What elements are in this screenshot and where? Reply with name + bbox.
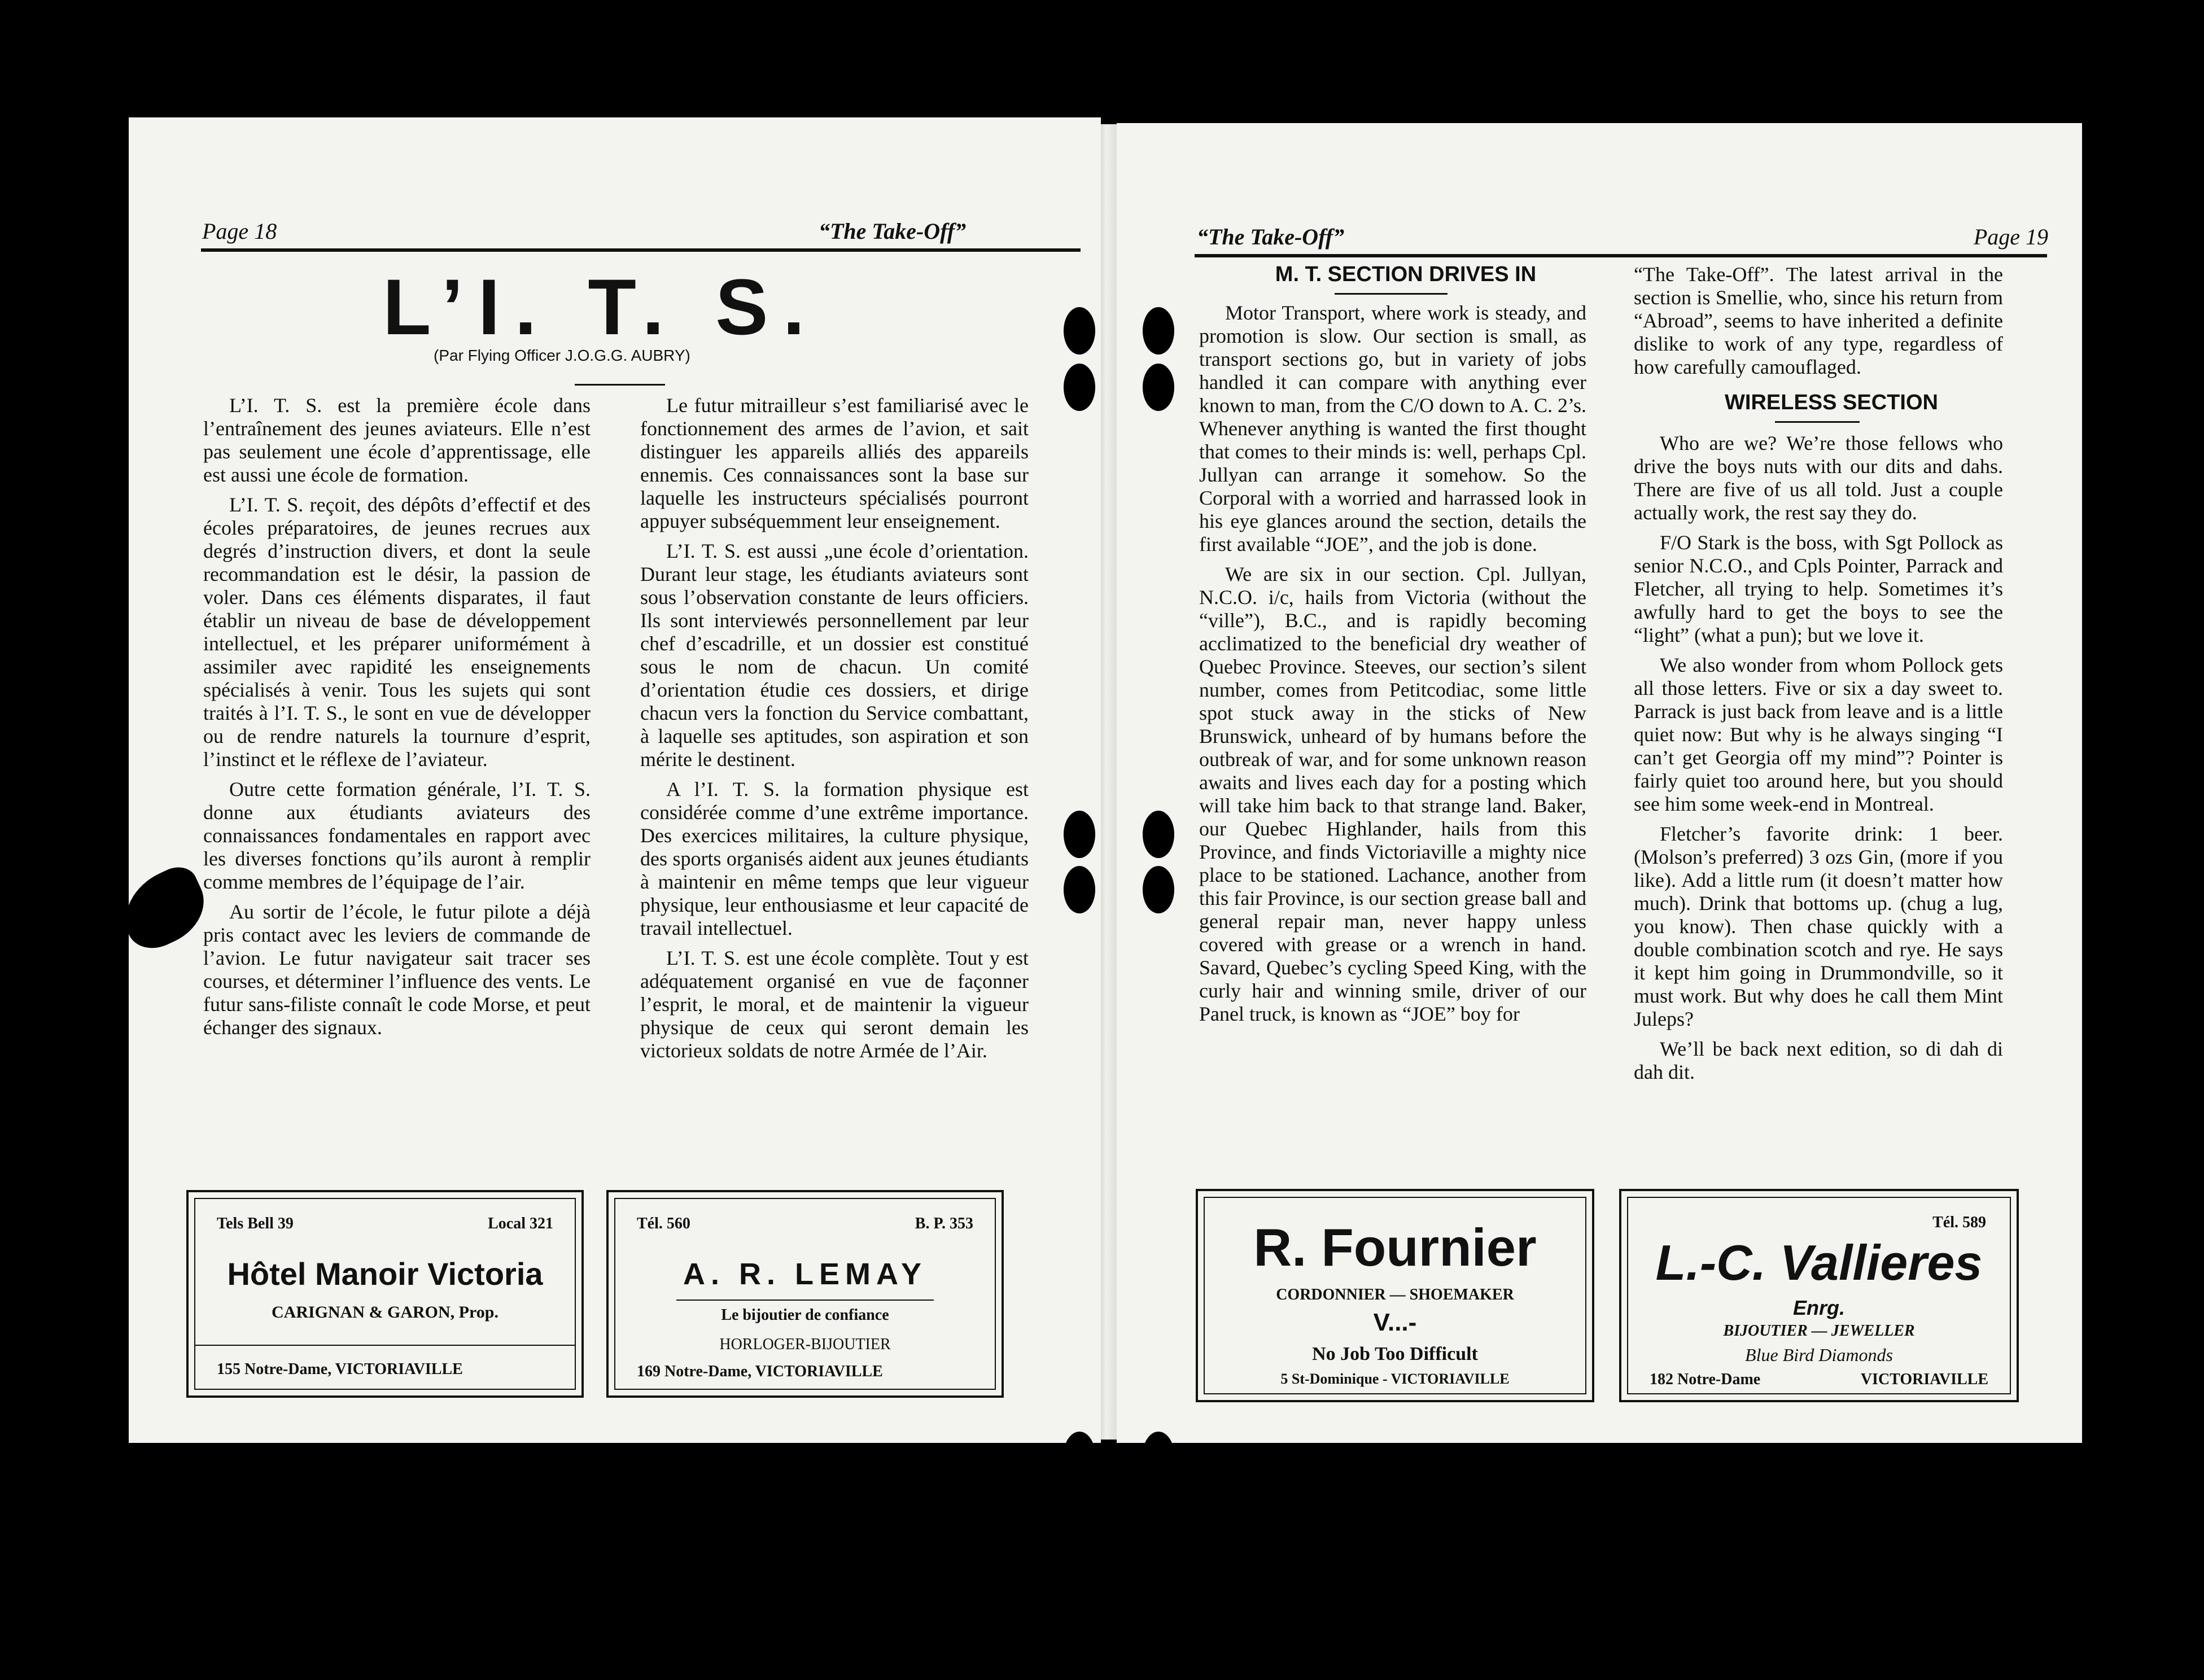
wireless-section-title: WIRELESS SECTION [1725, 391, 1938, 414]
article-title: L’I. T. S. [383, 262, 820, 351]
paragraph: Outre cette formation générale, l’I. T. S. donne aux étudiants aviateurs des connaissances fondamentales en rapport avec les diverses fonctions qu’ils auront à remplir comme membres de l’équipage de l’air. [203, 778, 591, 893]
paragraph: A l’I. T. S. la formation physique est considérée comme d’une extrême importance. Des exercices militaires, la culture physique, des sports organisés aident aux jeunes étudiants à maintenir en même temps que leur vigueur physique, leur enthousiasme et leur capacité de travail intellectuel. [640, 778, 1029, 939]
mt-continued-paragraph: “The Take-Off”. The latest arrival in the section is Smellie, who, since his return from “Abroad”, seems to have inherited a definite dislike to work of any type, regardless of how carefully camouflaged. [1634, 263, 2003, 378]
ad-trade: CORDONNIER — SHOEMAKER [1276, 1286, 1514, 1303]
ad-mark: V...- [1373, 1309, 1417, 1336]
binder-hole [1143, 866, 1174, 913]
binder-hole [1064, 1432, 1095, 1479]
ad-phone: Tels Bell 39 [217, 1215, 294, 1232]
paragraph: Fletcher’s favorite drink: 1 beer. (Molson’s preferred) 3 ozs Gin, (more if you like). Add a little rum (it doesn’t matter how much). Drink that bottoms up. (chug a lug, you know). Then chase quickly with a double combination scotch and rye. He says it kept him going in Drummondville, so it must work. But why does he call them Mint Juleps? [1634, 823, 2003, 1030]
ad-local: Local 321 [488, 1215, 553, 1232]
ad-divider [194, 1345, 576, 1346]
article-byline: (Par Flying Officer J.O.G.G. AUBRY) [434, 347, 690, 364]
paragraph: Who are we? We’re those fellows who drive the boys nuts with our dits and dahs. There are five of us all told. Just a couple actually work, the rest say they do. [1634, 432, 2003, 524]
paragraph: Motor Transport, where work is steady, and promotion is slow. Our section is small, as transport sections go, but in variety of jobs handled it can compare with anything ever known to man, from the C/O down to A. C. 2’s. Whenever anything is wanted the first thought that comes to their minds is: well, perhaps Cpl. Jullyan can arrange it somehow. So the Corporal with a worried and harrassed look in his eye glances around the section, details the first available “JOE”, and the job is done. [1199, 301, 1586, 555]
ad-address-city: VICTORIAVILLE [1860, 1371, 1988, 1388]
ad-address: 169 Notre-Dame, VICTORIAVILLE [637, 1363, 883, 1380]
paragraph: We are six in our section. Cpl. Jullyan, N.C.O. i/c, hails from Victoria (without the “ville”), B.C., and is rapidly becoming acclimatized to the beneficial dry weather of Quebec Province. Steeves, our section’s silent number, comes from Petitcodiac, some little spot stuck away in the sticks of New Brunswick, unheard of by humans before the outbreak of war, and for some unknown reason awaits and lives each day for a posting which will take him back to that strange land. Baker, our Quebec Highlander, hails from this Province, and finds Victoriaville a mighty nice place to be stationed. Lachance, another from this fair Province, is our section grease ball and general repair man, never happy unless covered with grease or a wrench in hand. Savard, Quebec’s cycling Speed King, with the curly hair and winning smile, driver of our Panel truck, is known as “JOE” boy for [1199, 563, 1586, 1025]
paragraph: We also wonder from whom Pollock gets all those letters. Five or six a day sweet to. Parrack is just back from leave and is a little quiet now: But why is he always singing “I can’t get Georgia off my mind”? Pointer is fairly quiet too around here, but you should see him some week-end in Montreal. [1634, 654, 2003, 815]
ad-name: Hôtel Manoir Victoria [227, 1256, 543, 1292]
binder-hole [1143, 811, 1174, 858]
article-column-2 [640, 394, 1029, 1069]
header-rule-right [1195, 254, 2047, 257]
ad-enrg: Enrg. [1792, 1296, 1845, 1319]
binder-hole [1064, 364, 1095, 411]
header-rule-left [201, 248, 1081, 252]
ad-r-fournier [1196, 1189, 1594, 1402]
ad-lc-vallieres [1619, 1189, 2019, 1402]
wireless-section-column [1634, 263, 2003, 1091]
ad-ar-lemay [606, 1190, 1004, 1398]
ad-slogan: No Job Too Difficult [1312, 1344, 1478, 1364]
paragraph: L’I. T. S. reçoit, des dépôts d’effectif et des écoles préparatoires, de jeunes recrues aux degrés d’instruction divers, et dont la seule recommandation est le désir, la passion de voler. Dans ces éléments disparates, il faut établir un niveau de base de développement intellectuel, et les préparer uniformément à assimiler avec rapidité les enseignements spécialisés à venir. Tous les sujets qui sont traités à l’I. T. S., le sont en vue de développer ou de rendre naturels la tournure d’esprit, l’instinct et le réflexe de l’aviateur. [203, 493, 591, 771]
binder-hole [1064, 811, 1095, 858]
paragraph: Au sortir de l’école, le futur pilote a déjà pris contact avec les leviers de commande de l’avion. Le futur navigateur sait tracer ses courses, et déterminer l’influence des vents. Le futur sans-filiste connaît le code Morse, et peut échanger des signaux. [203, 900, 591, 1039]
mt-section-title: M. T. SECTION DRIVES IN [1275, 262, 1537, 286]
ad-trade: HORLOGER-BIJOUTIER [719, 1336, 891, 1353]
paragraph: L’I. T. S. est la première école dans l’entraînement des jeunes aviateurs. Elle n’est pas seulement une école d’apprentissage, elle est aussi une école de formation. [203, 394, 591, 486]
paragraph: Le futur mitrailleur s’est familiarisé avec le fonctionnement des armes de l’avion, et sait distinguer les appareils alliés des appareils ennemis. Ces connaissances sont la base sur laquelle les instructeurs spécialisés pourront appuyer subséquemment leur enseignement. [640, 394, 1029, 532]
ad-address-street: 182 Notre-Dame [1650, 1371, 1761, 1388]
binder-hole [1143, 364, 1174, 411]
left-page [129, 117, 1101, 1443]
paragraph: L’I. T. S. est aussi „une école d’orientation. Durant leur stage, les étudiants aviateurs sont sous l’observation constante de leurs officiers. Ils sont interviewés personnellement par leur chef d’escadrille, et un dossier est constitué sous le nom de chacun. Un comité d’orientation étudie ces dossiers, et dirige chacun vers la fonction du Service combattant, à laquelle ses aptitudes, son aspiration et son mérite le destinent. [640, 540, 1029, 771]
ad-address: 5 St-Dominique - VICTORIAVILLE [1280, 1371, 1510, 1387]
title-rule [575, 384, 665, 386]
paragraph: F/O Stark is the boss, with Sgt Pollock as senior N.C.O., and Cpls Pointer, Parrack and Fletcher, all trying to help. Sometimes it’s awfully hard to get the boys to see the “light” (what a pun); but we love it. [1634, 531, 2003, 646]
binder-hole [1143, 307, 1174, 355]
ad-name: A. R. LEMAY [683, 1257, 928, 1291]
ad-trade: BIJOUTIER — JEWELLER [1723, 1322, 1915, 1340]
binder-hole [1064, 866, 1095, 913]
binder-hole [1143, 1432, 1174, 1479]
ad-hotel-manoir-victoria [186, 1190, 584, 1398]
ad-phone: Tél. 589 [1932, 1214, 1986, 1231]
binder-hole [1064, 307, 1095, 355]
ad-owners: CARIGNAN & GARON, Prop. [272, 1303, 498, 1322]
page-number-left: Page 18 [202, 218, 277, 244]
ad-address: 155 Notre-Dame, VICTORIAVILLE [217, 1360, 463, 1378]
running-title-left: “The Take-Off” [819, 218, 967, 244]
ad-phone: Tél. 560 [637, 1215, 690, 1232]
ad-divider [676, 1300, 934, 1301]
page-number-right: Page 19 [1973, 224, 2048, 250]
right-page [1117, 123, 2082, 1443]
ad-name: R. Fournier [1253, 1218, 1537, 1277]
article-column-1 [203, 394, 591, 1046]
mt-section-column [1199, 263, 1586, 1032]
ad-box: B. P. 353 [915, 1215, 973, 1232]
wireless-title-rule [1775, 421, 1860, 423]
ad-slogan: Blue Bird Diamonds [1745, 1345, 1893, 1365]
running-title-right: “The Take-Off” [1197, 224, 1345, 250]
ad-name: L.-C. Vallieres [1655, 1235, 1983, 1290]
ad-tagline: Le bijoutier de confiance [721, 1306, 889, 1324]
paragraph: L’I. T. S. est une école complète. Tout y est adéquatement organisé en vue de façonner l’esprit, le moral, et de maintenir la vigueur physique de ceux qui seront demain les victorieux soldats de notre Armée de l’Air. [640, 947, 1029, 1062]
paragraph: We’ll be back next edition, so di dah di dah dit. [1634, 1038, 2003, 1083]
mt-title-rule [1335, 293, 1448, 295]
